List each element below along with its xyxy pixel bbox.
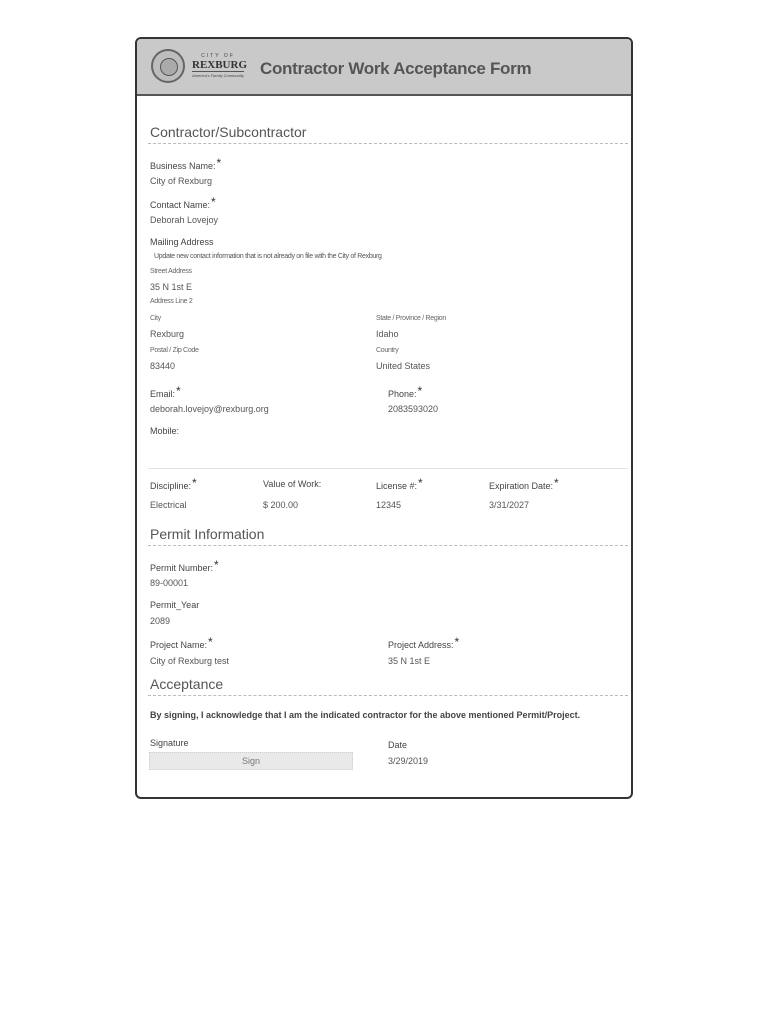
permit-number-label: Permit Number:* [150, 558, 219, 573]
street-address-label: Street Address [150, 268, 192, 275]
permit-number-value[interactable]: 89-00001 [150, 578, 189, 588]
section-divider [148, 695, 628, 696]
logo-name: REXBURG [192, 59, 248, 71]
phone-value[interactable]: 2083593020 [388, 404, 439, 414]
date-value[interactable]: 3/29/2019 [388, 756, 429, 766]
state-value[interactable]: Idaho [376, 329, 399, 339]
phone-label: Phone:* [388, 384, 423, 399]
expiration-date-value[interactable]: 3/31/2027 [489, 500, 530, 510]
required-marker: * [554, 476, 559, 490]
logo-tagline: America's Family Community [192, 73, 244, 78]
required-marker: * [176, 384, 181, 398]
required-marker: * [214, 558, 219, 572]
permit-year-label: Permit_Year [150, 600, 200, 610]
value-of-work-label: Value of Work: [263, 479, 322, 489]
contact-name-value[interactable]: Deborah Lovejoy [150, 215, 219, 225]
form-title: Contractor Work Acceptance Form [260, 59, 532, 78]
country-label: Country [376, 347, 399, 354]
required-marker: * [418, 476, 423, 490]
city-seal-icon [151, 49, 185, 83]
email-value[interactable]: deborah.lovejoy@rexburg.org [150, 404, 269, 414]
section-divider [148, 143, 628, 144]
form-card [135, 37, 633, 799]
permit-year-value[interactable]: 2089 [150, 616, 171, 626]
logo-top-text: CITY OF [201, 53, 235, 59]
mobile-label: Mobile: [150, 426, 180, 436]
license-value[interactable]: 12345 [376, 500, 402, 510]
form-header [137, 39, 631, 96]
state-label: State / Province / Region [376, 315, 446, 322]
postal-value[interactable]: 83440 [150, 361, 176, 371]
row-divider [148, 468, 628, 469]
signature-label: Signature [150, 738, 189, 748]
license-label: License #:* [376, 476, 423, 491]
acceptance-statement: By signing, I acknowledge that I am the indicated contractor for the above mentioned Permit/Project. [150, 710, 581, 720]
project-address-label: Project Address:* [388, 635, 460, 650]
required-marker: * [417, 384, 423, 398]
date-label: Date [388, 740, 408, 750]
mailing-address-label: Mailing Address [150, 237, 214, 247]
city-value[interactable]: Rexburg [150, 329, 185, 339]
mailing-address-note: Update new contact information that is not already on file with the City of Rexburg [154, 253, 382, 260]
section-divider [148, 545, 628, 546]
business-name-label: Business Name:* [150, 156, 222, 171]
postal-label: Postal / Zip Code [150, 347, 199, 354]
required-marker: * [208, 635, 213, 649]
email-label: Email:* [150, 384, 181, 399]
project-address-value[interactable]: 35 N 1st E [388, 656, 431, 666]
acceptance-section-title: Acceptance [150, 676, 224, 692]
contact-name-label: Contact Name:* [150, 195, 216, 210]
city-label: City [150, 315, 161, 322]
expiration-date-label: Expiration Date:* [489, 476, 559, 491]
discipline-label: Discipline:* [150, 476, 197, 491]
street-address-value[interactable]: 35 N 1st E [150, 282, 193, 292]
country-value[interactable]: United States [376, 361, 431, 371]
address-line2-label: Address Line 2 [150, 298, 193, 305]
required-marker: * [192, 476, 197, 490]
city-logo [192, 53, 248, 78]
required-marker: * [454, 635, 460, 649]
required-marker: * [216, 156, 222, 170]
business-name-value[interactable]: City of Rexburg [150, 176, 213, 186]
permit-section-title: Permit Information [150, 526, 265, 542]
value-of-work-value[interactable]: $ 200.00 [263, 500, 299, 510]
project-name-value[interactable]: City of Rexburg test [150, 656, 230, 666]
contractor-section-title: Contractor/Subcontractor [150, 124, 307, 140]
sign-button[interactable]: Sign [149, 752, 353, 770]
project-name-label: Project Name:* [150, 635, 213, 650]
discipline-value[interactable]: Electrical [150, 500, 187, 510]
required-marker: * [211, 195, 216, 209]
